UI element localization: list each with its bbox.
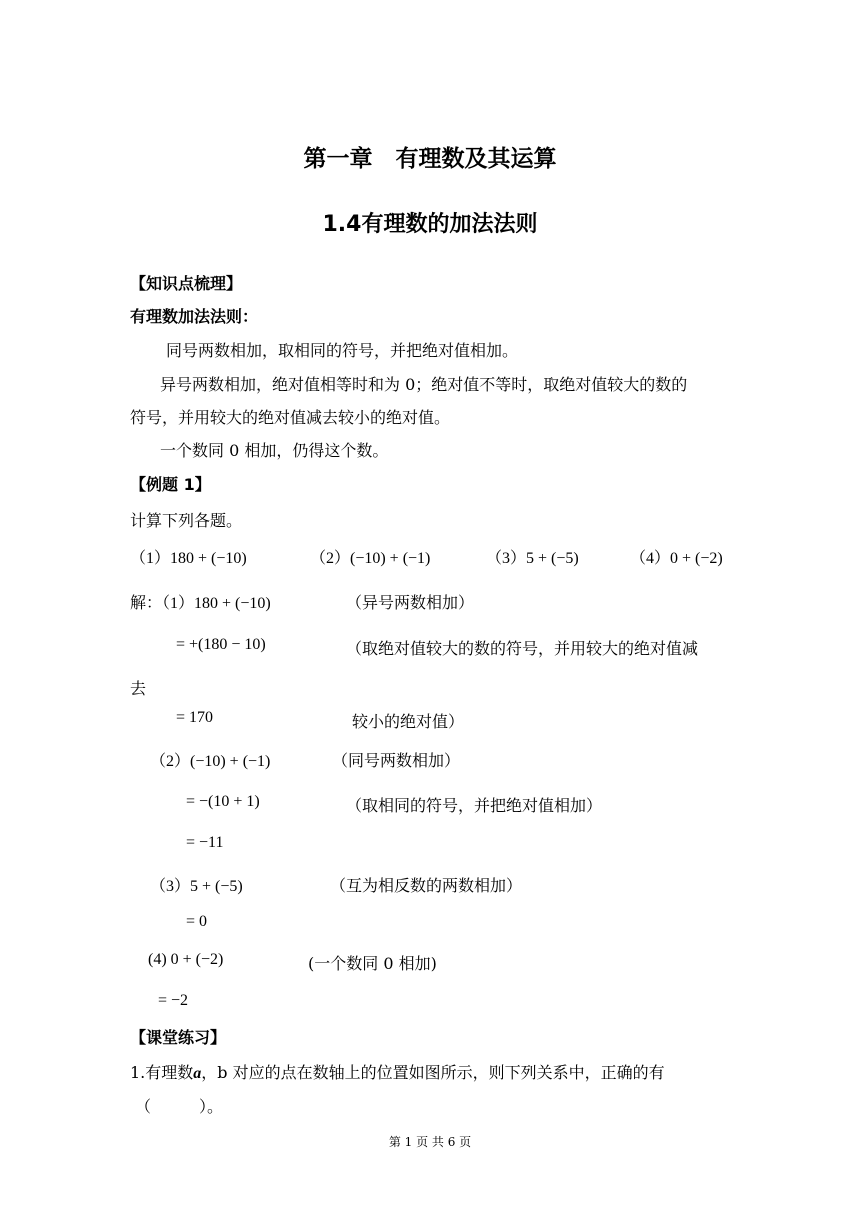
- page-footer: 第 1 页 共 6 页: [388, 1135, 472, 1149]
- problem-1: （1）180 + (−10): [130, 550, 247, 567]
- answer-blank: （ ）。: [135, 1097, 224, 1116]
- solution-2-step1: = −(10 + 1): [186, 793, 260, 810]
- solution-1-note: （异号两数相加）: [346, 593, 475, 612]
- question-1-text: ，b 对应的点在数轴上的位置如图所示，则下列关系中，正确的有: [201, 1063, 665, 1082]
- knowledge-heading: 【知识点梳理】: [130, 274, 243, 293]
- practice-heading: 【课堂练习】: [130, 1028, 227, 1047]
- variable-a: a: [193, 1065, 202, 1082]
- section-title: 1.4有理数的加法法则: [322, 212, 538, 237]
- rule-diff-sign-line2: 符号，并用较大的绝对值减去较小的绝对值。: [130, 408, 451, 427]
- solution-1-note2-line1: （取绝对值较大的数的符号，并用较大的绝对值减: [346, 639, 699, 658]
- chapter-title: 第一章 有理数及其运算: [303, 146, 557, 172]
- solution-1-note2-line2: 去: [130, 679, 147, 698]
- example1-prompt: 计算下列各题。: [130, 511, 243, 530]
- question-1-prefix: 1.有理数: [130, 1063, 194, 1082]
- solution-3-note: （互为相反数的两数相加）: [330, 876, 523, 895]
- solution-2-expr: （2）(−10) + (−1): [150, 753, 271, 770]
- rule-zero: 一个数同 0 相加，仍得这个数。: [160, 441, 389, 460]
- solution-3-step1: = 0: [186, 913, 208, 930]
- solution-4-note: (一个数同 0 相加): [308, 954, 437, 973]
- solution-2-note: （同号两数相加）: [332, 751, 461, 770]
- problem-3: （3）5 + (−5): [486, 550, 579, 567]
- solution-1-step1: = +(180 − 10): [176, 636, 266, 653]
- rule-title: 有理数加法法则：: [130, 307, 259, 326]
- solution-2-note2: （取相同的符号，并把绝对值相加）: [346, 796, 603, 815]
- solution-2-step2: = −11: [186, 834, 224, 851]
- problem-2: （2）(−10) + (−1): [310, 550, 431, 567]
- solution-1-expr: 解：（1）180 + (−10): [130, 595, 271, 612]
- solution-3-expr: （3）5 + (−5): [150, 878, 243, 895]
- solution-4-expr: (4) 0 + (−2): [148, 951, 224, 968]
- rule-diff-sign-line1: 异号两数相加，绝对值相等时和为 0；绝对值不等时，取绝对值较大的数的: [160, 375, 688, 394]
- solution-4-step1: = −2: [158, 992, 189, 1009]
- problem-4: （4）0 + (−2): [630, 550, 723, 567]
- solution-1-note3: 较小的绝对值）: [352, 712, 465, 731]
- rule-same-sign: 同号两数相加，取相同的符号，并把绝对值相加。: [166, 341, 519, 360]
- example1-heading: 【例题 1】: [130, 475, 211, 494]
- practice-question-1: [130, 1060, 665, 1083]
- solution-1-step2: = 170: [176, 709, 214, 726]
